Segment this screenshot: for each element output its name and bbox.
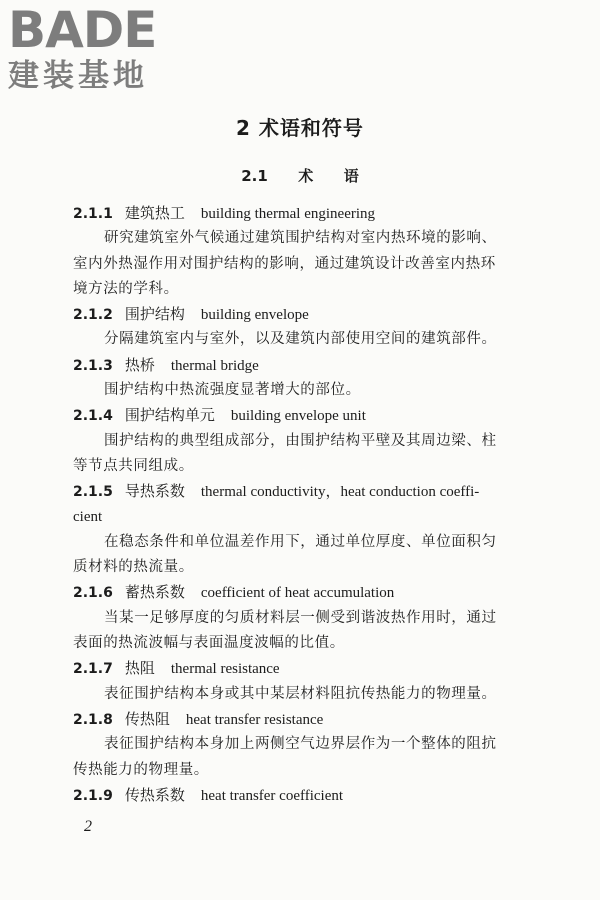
term-chinese: 蓄热系数 <box>124 583 185 602</box>
term-number: 2.1.8 <box>73 711 113 728</box>
term-number: 2.1.6 <box>73 585 113 602</box>
term-english: building envelope unit <box>230 408 366 425</box>
term-definition-line: 围护结构的典型组成部分，由围护结构平壁及其周边梁、柱 <box>104 432 497 449</box>
term-chinese: 围护结构单元 <box>124 406 215 425</box>
term-definition-line: 表征围护结构本身加上两侧空气边界层作为一个整体的阻抗 <box>104 736 497 753</box>
term-entry <box>73 403 528 479</box>
term-number: 2.1.9 <box>73 787 113 804</box>
term-english: heat transfer coefficient <box>200 787 344 804</box>
term-entry <box>73 201 528 302</box>
term-number: 2.1.2 <box>73 307 113 324</box>
term-definition-line: 境方法的学科。 <box>73 280 179 297</box>
page-number: 2 <box>84 818 92 835</box>
logo-tagline: 建装基地 <box>8 58 148 94</box>
logo-brand: BADE <box>8 1 157 59</box>
term-definition-line: 质材料的热流量。 <box>73 559 194 576</box>
section-heading <box>0 165 600 186</box>
term-entry <box>73 479 528 580</box>
term-number: 2.1.4 <box>73 408 113 425</box>
term-definition-line: 传热能力的物理量。 <box>73 761 209 778</box>
term-definition-line: 表面的热流波幅与表面温度波幅的比值。 <box>73 635 345 652</box>
term-english: thermal bridge <box>170 357 259 374</box>
term-chinese: 热阻 <box>124 659 155 678</box>
term-number: 2.1.3 <box>73 357 113 374</box>
term-list <box>73 201 528 808</box>
term-definition-line: 当某一足够厚度的匀质材料层一侧受到谐波热作用时，通过 <box>104 609 497 626</box>
term-chinese: 围护结构 <box>124 305 185 324</box>
term-english: building thermal engineering <box>200 206 376 222</box>
term-chinese: 建筑热工 <box>124 204 185 222</box>
term-english: thermal conductivity，heat conduction coeffi- <box>200 484 480 501</box>
term-definition-line: 在稳态条件和单位温差作用下，通过单位厚度、单位面积匀 <box>104 533 497 550</box>
section-title-part-b: 语 <box>343 167 359 185</box>
term-number: 2.1.7 <box>73 661 113 678</box>
term-chinese: 传热系数 <box>124 785 185 804</box>
term-english: coefficient of heat accumulation <box>200 585 395 602</box>
term-definition-line: 等节点共同组成。 <box>73 457 194 474</box>
bade-logo <box>8 1 178 94</box>
term-definition-line: 研究建筑室外气候通过建筑围护结构对室内热环境的影响、 <box>104 230 497 247</box>
term-entry <box>73 353 528 404</box>
term-entry <box>73 656 528 707</box>
term-chinese: 导热系数 <box>124 482 185 501</box>
term-entry <box>73 302 528 353</box>
term-english: heat transfer resistance <box>185 711 324 728</box>
term-number: 2.1.1 <box>73 206 113 222</box>
section-title-part-a: 术 <box>298 167 314 185</box>
term-english: thermal resistance <box>170 661 280 678</box>
term-english: building envelope <box>200 307 309 324</box>
term-chinese: 热桥 <box>124 355 155 374</box>
term-number: 2.1.5 <box>73 484 113 501</box>
chapter-title: 2 术语和符号 <box>236 116 364 140</box>
term-entry <box>73 580 528 656</box>
term-definition-line: 表征围护结构本身或其中某层材料阻抗传热能力的物理量。 <box>104 685 497 702</box>
term-definition-line: 分隔建筑室内与室外，以及建筑内部使用空间的建筑部件。 <box>104 331 497 348</box>
term-chinese: 传热阻 <box>124 709 170 728</box>
term-english-continued: cient <box>73 508 103 525</box>
term-definition-line: 室内外热湿作用对围护结构的影响，通过建筑设计改善室内热环 <box>73 255 496 272</box>
term-entry <box>73 707 528 783</box>
term-entry <box>73 783 528 808</box>
term-definition-line: 围护结构中热流强度显著增大的部位。 <box>104 382 361 399</box>
section-number: 2.1 <box>241 167 268 185</box>
